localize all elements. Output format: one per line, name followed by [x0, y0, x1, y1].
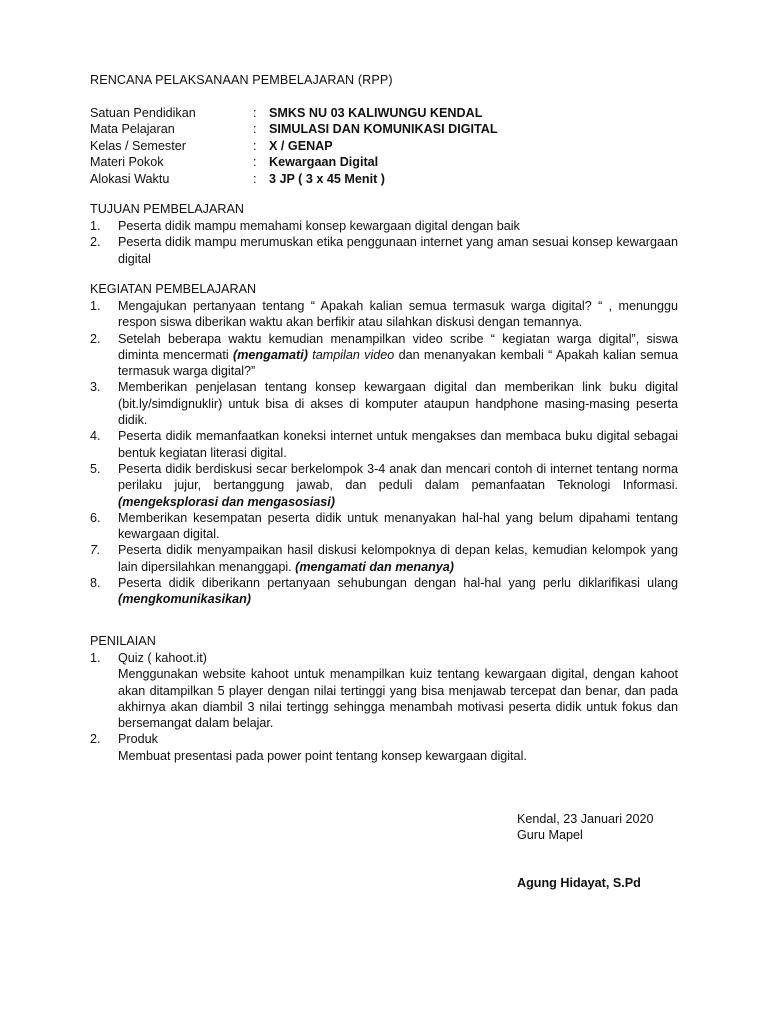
item-title: Quiz ( kahoot.it) [118, 651, 207, 665]
item-text: Memberikan kesempatan peserta didik untuk menanyakan hal-hal yang belum dipahami tentang kewargaan digital. [118, 510, 678, 542]
item-text: Memberikan penjelasan tentang konsep kewargaan digital dan memberikan link buku digital (bit.ly/simdignuklir) untuk bisa di akses di komputer ataupun handphone masing-masing peserta didik. [118, 380, 678, 428]
signature-name: Agung Hidayat, S.Pd [517, 876, 641, 890]
signature-place-date: Kendal, 23 Januari 2020 [517, 812, 654, 826]
item-body: Menggunakan website kahoot untuk menampilkan kuiz tentang kewargaan digital, dengan kahoot akan ditampilkan 5 player dengan nilai tertinggi yang bisa menjawab tercepat dan benar, dan pada akhirnya akan diambil 3 nilai tertingg sehingga menambah motivasi peserta didik untuk fokus dan bersemangat dalam belajar. [118, 667, 678, 731]
signature-role: Guru Mapel [517, 828, 583, 842]
list-item [90, 542, 678, 575]
item-number: 1. [90, 651, 101, 665]
identity-colon: : [253, 122, 257, 137]
identity-label: Satuan Pendidikan [90, 106, 196, 120]
list-item [90, 218, 678, 234]
identity-colon: : [253, 171, 257, 186]
item-text-cont: dan menanyakan kembali “ Apakah kalian semua termasuk warga digital?” [118, 347, 678, 379]
identity-label: Alokasi Waktu [90, 171, 170, 186]
identity-row [90, 154, 690, 170]
item-number: 5. [90, 461, 101, 476]
list-item [90, 510, 678, 543]
document-title: RENCANA PELAKSANAAN PEMBELAJARAN (RPP) [90, 73, 393, 87]
list-item [90, 379, 678, 428]
identity-value: 3 JP ( 3 x 45 Menit ) [269, 171, 385, 186]
item-emphasis: (mengkomunikasikan) [118, 592, 251, 607]
item-emphasis: (mengamati dan menanya) [295, 559, 455, 574]
identity-row [90, 105, 690, 121]
identity-value: SIMULASI DAN KOMUNIKASI DIGITAL [269, 122, 498, 137]
item-number: 8. [90, 576, 101, 591]
item-number: 1. [90, 219, 101, 233]
identity-row [90, 171, 690, 187]
item-emphasis: (mengamati) [233, 347, 308, 362]
item-text: Peserta didik menyampaikan hasil diskusi kelompoknya di depan kelas, kemudian kelompok yang lain dipersilahkan menanggapi. [118, 543, 678, 574]
identity-colon: : [253, 106, 257, 120]
item-text: Peserta didik mampu memahami konsep kewargaan digital dengan baik [118, 219, 520, 233]
identity-row [90, 121, 690, 137]
identity-label: Mata Pelajaran [90, 122, 175, 137]
item-text: Peserta didik diberikann pertanyaan sehubungan dengan hal-hal yang perlu diklarifikasi ulang [118, 576, 678, 591]
list-item [90, 461, 678, 510]
item-text: Peserta didik mampu merumuskan etika penggunaan internet yang aman sesuai konsep kewargaan digital [118, 235, 678, 266]
tujuan-heading: TUJUAN PEMBELAJARAN [90, 202, 244, 216]
item-number: 7. [90, 543, 101, 558]
list-item [90, 331, 678, 380]
item-number: 2. [90, 235, 101, 250]
item-number: 4. [90, 429, 101, 444]
identity-colon: : [253, 138, 257, 153]
list-item [90, 575, 678, 608]
kegiatan-heading: KEGIATAN PEMBELAJARAN [90, 282, 257, 296]
item-number: 6. [90, 510, 101, 525]
list-item [90, 650, 678, 731]
list-item [90, 234, 678, 267]
item-number: 2. [90, 331, 101, 346]
item-text: Setelah beberapa waktu kemudian menampilkan video scribe “ kegiatan warga digital”, siswa diminta mencermati [118, 331, 678, 362]
penilaian-list [90, 650, 678, 764]
item-title: Produk [118, 732, 158, 747]
penilaian-heading: PENILAIAN [90, 634, 156, 648]
item-text: Peserta didik memanfaatkan koneksi internet untuk mengakses dan membaca buku digital sebagai bentuk kegiatan literasi digital. [118, 429, 678, 460]
tujuan-list [90, 218, 678, 267]
item-number: 3. [90, 380, 101, 395]
list-item [90, 428, 678, 461]
identity-table [90, 105, 690, 187]
item-body: Membuat presentasi pada power point tentang konsep kewargaan digital. [118, 748, 527, 763]
item-text: Peserta didik berdiskusi secar berkelompok 3-4 anak dan mencari contoh di internet tentang norma perilaku jujur, bertanggung jawab, dan peduli dalam pemanfaatan Teknologi Informasi. [118, 461, 678, 493]
kegiatan-list [90, 298, 678, 608]
list-item [90, 731, 678, 764]
identity-value: Kewargaan Digital [269, 155, 379, 170]
identity-row [90, 138, 690, 154]
item-italic: tampilan video [307, 347, 395, 362]
list-item [90, 298, 678, 331]
identity-value: X / GENAP [269, 138, 333, 153]
item-emphasis: (mengeksplorasi dan mengasosiasi) [118, 494, 335, 509]
identity-value: SMKS NU 03 KALIWUNGU KENDAL [269, 106, 483, 120]
identity-label: Kelas / Semester [90, 138, 186, 153]
item-number: 1. [90, 299, 101, 313]
item-number: 2. [90, 732, 101, 747]
identity-colon: : [253, 155, 257, 170]
item-text: Mengajukan pertanyaan tentang “ Apakah kalian semua termasuk warga digital? “ , menunggu respon siswa diberikan waktu akan berfikir atau silahkan diskusi dengan temannya. [118, 299, 678, 330]
identity-label: Materi Pokok [90, 155, 164, 170]
